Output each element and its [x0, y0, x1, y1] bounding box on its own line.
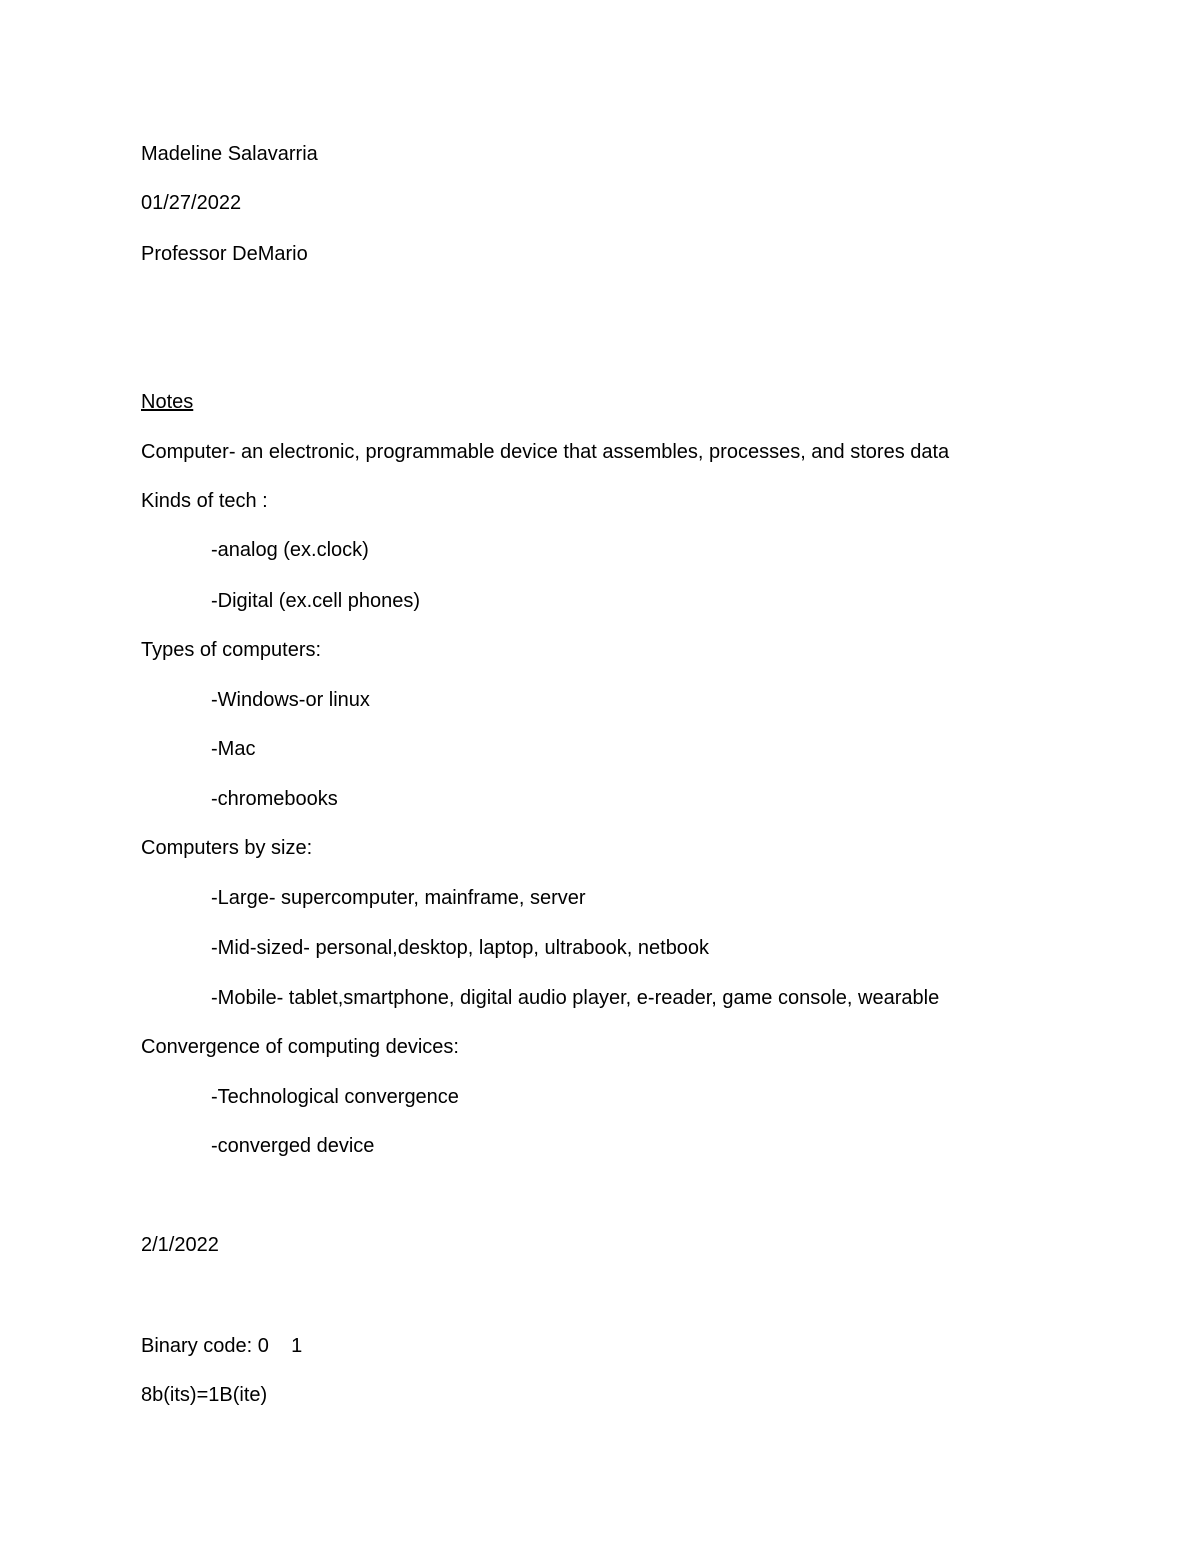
- kinds-item: -Digital (ex.cell phones): [211, 590, 420, 612]
- kinds-item: -analog (ex.clock): [211, 539, 369, 561]
- convergence-item: -converged device: [211, 1135, 375, 1157]
- size-item: -Mobile- tablet,smartphone, digital audio player, e-reader, game console, wearable: [211, 987, 940, 1009]
- binary-code-line: Binary code: 0 1: [141, 1335, 303, 1357]
- types-heading: Types of computers:: [141, 639, 322, 661]
- convergence-heading: Convergence of computing devices:: [141, 1036, 459, 1058]
- computer-definition: Computer- an electronic, programmable device that assembles, processes, and stores data: [141, 441, 950, 463]
- notes-heading: Notes: [141, 391, 194, 413]
- document-date: 01/27/2022: [141, 192, 242, 214]
- types-item: -Windows-or linux: [211, 689, 370, 711]
- size-item: -Large- supercomputer, mainframe, server: [211, 887, 586, 909]
- types-item: -chromebooks: [211, 788, 338, 810]
- convergence-item: -Technological convergence: [211, 1086, 459, 1108]
- size-heading: Computers by size:: [141, 837, 313, 859]
- size-item: -Mid-sized- personal,desktop, laptop, ultrabook, netbook: [211, 937, 710, 959]
- professor-name: Professor DeMario: [141, 243, 308, 265]
- kinds-heading: Kinds of tech :: [141, 490, 268, 512]
- types-item: -Mac: [211, 738, 256, 760]
- author-name: Madeline Salavarria: [141, 143, 318, 165]
- bits-byte-line: 8b(its)=1B(ite): [141, 1384, 268, 1406]
- second-date: 2/1/2022: [141, 1234, 219, 1256]
